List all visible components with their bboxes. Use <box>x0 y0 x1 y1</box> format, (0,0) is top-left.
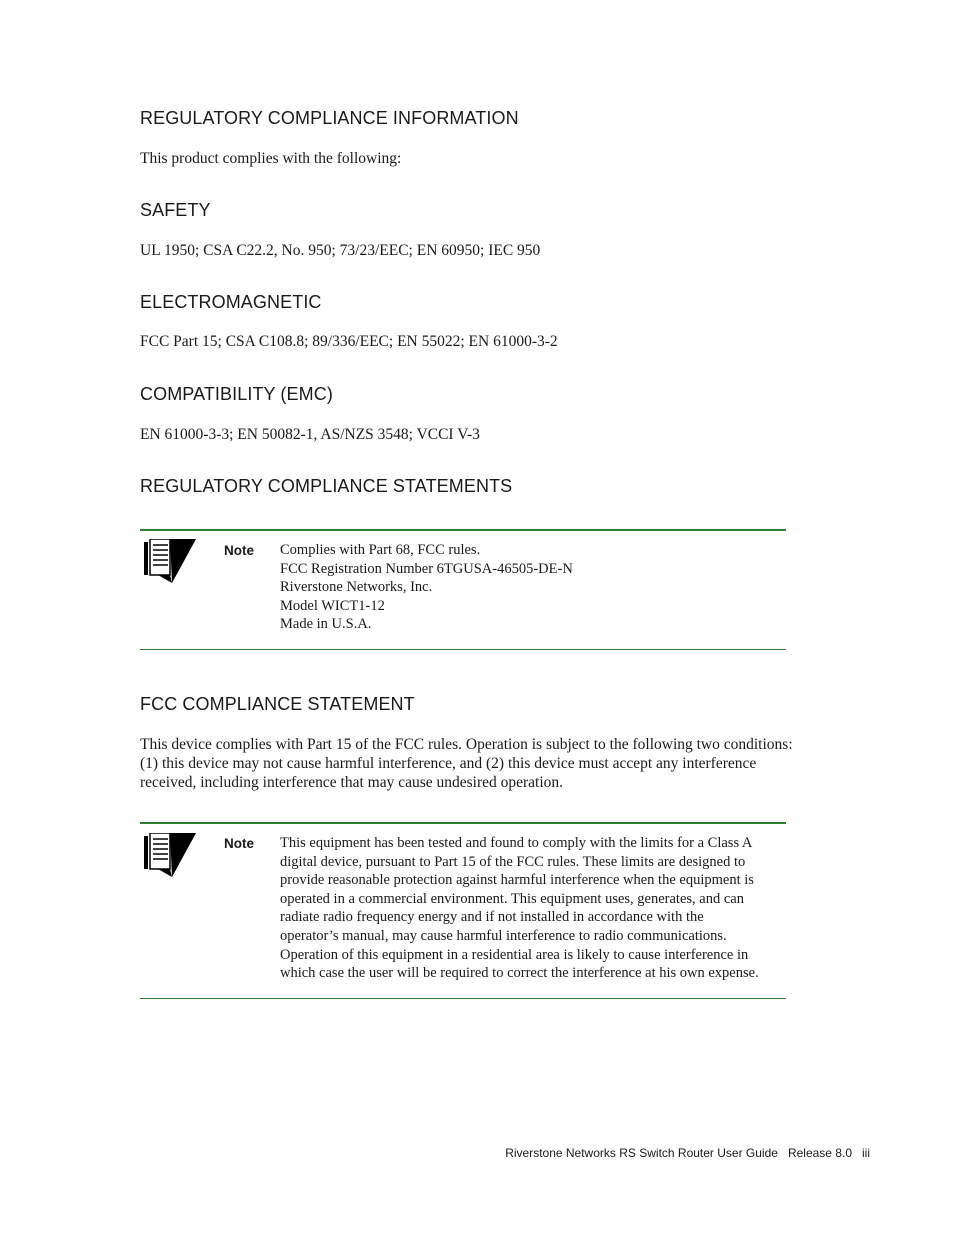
heading-electromagnetic: ELECTROMAGNETIC <box>140 292 322 312</box>
safety-standards-text: UL 1950; CSA C22.2, No. 950; 73/23/EEC; EN 60950; IEC 950 <box>140 242 541 259</box>
note-line: operated in a commercial environment. This equipment uses, generates, and can <box>280 890 744 907</box>
heading-compatibility-emc: COMPATIBILITY (EMC) <box>140 384 333 404</box>
fcc-text-line: This device complies with Part 15 of the FCC rules. Operation is subject to the following two conditions: <box>140 736 793 753</box>
note-line: digital device, pursuant to Part 15 of the FCC rules. These limits are designed to <box>280 853 746 870</box>
note-box-class-a <box>140 822 786 999</box>
note-line: operator’s manual, may cause harmful interference to radio communications. <box>280 927 727 944</box>
note-box-part68 <box>140 529 786 650</box>
heading-fcc-compliance-statement: FCC COMPLIANCE STATEMENT <box>140 694 415 714</box>
heading-safety: SAFETY <box>140 200 211 220</box>
page-footer: Riverstone Networks RS Switch Router User Guide Release 8.0 iii <box>505 1146 870 1160</box>
note-line: Model WICT1-12 <box>280 597 385 614</box>
note-line: Made in U.S.A. <box>280 616 372 633</box>
note-label: Note <box>224 543 254 558</box>
fcc-statement-text <box>140 735 870 792</box>
note-line: radiate radio frequency energy and if not installed in accordance with the <box>280 909 704 926</box>
note-pad-arrow-icon <box>142 539 198 583</box>
note-line: FCC Registration Number 6TGUSA-46505-DE-N <box>280 560 573 577</box>
heading-regulatory-compliance-information: REGULATORY COMPLIANCE INFORMATION <box>140 108 519 128</box>
note-pad-arrow-icon <box>142 833 198 877</box>
note-line: Riverstone Networks, Inc. <box>280 579 433 596</box>
intro-text: This product complies with the following: <box>140 150 402 167</box>
note-line: Operation of this equipment in a residential area is likely to cause interference in <box>280 946 749 963</box>
note-line: provide reasonable protection against harmful interference when the equipment is <box>280 872 754 889</box>
fcc-text-line: (1) this device may not cause harmful interference, and (2) this device must accept any interference <box>140 755 757 772</box>
emc-standards-text: EN 61000-3-3; EN 50082-1, AS/NZS 3548; VCCI V-3 <box>140 426 480 443</box>
electromagnetic-standards-text: FCC Part 15; CSA C108.8; 89/336/EEC; EN 55022; EN 61000-3-2 <box>140 333 558 350</box>
fcc-text-line: received, including interference that may cause undesired operation. <box>140 774 564 791</box>
note-label: Note <box>224 836 254 851</box>
note-line: This equipment has been tested and found to comply with the limits for a Class A <box>280 835 753 851</box>
note-text-part68 <box>280 541 790 634</box>
note-text-class-a <box>280 834 790 983</box>
heading-regulatory-compliance-statements: REGULATORY COMPLIANCE STATEMENTS <box>140 476 513 496</box>
note-line: Complies with Part 68, FCC rules. <box>280 542 481 558</box>
note-line: which case the user will be required to correct the interference at his own expense. <box>280 965 759 982</box>
